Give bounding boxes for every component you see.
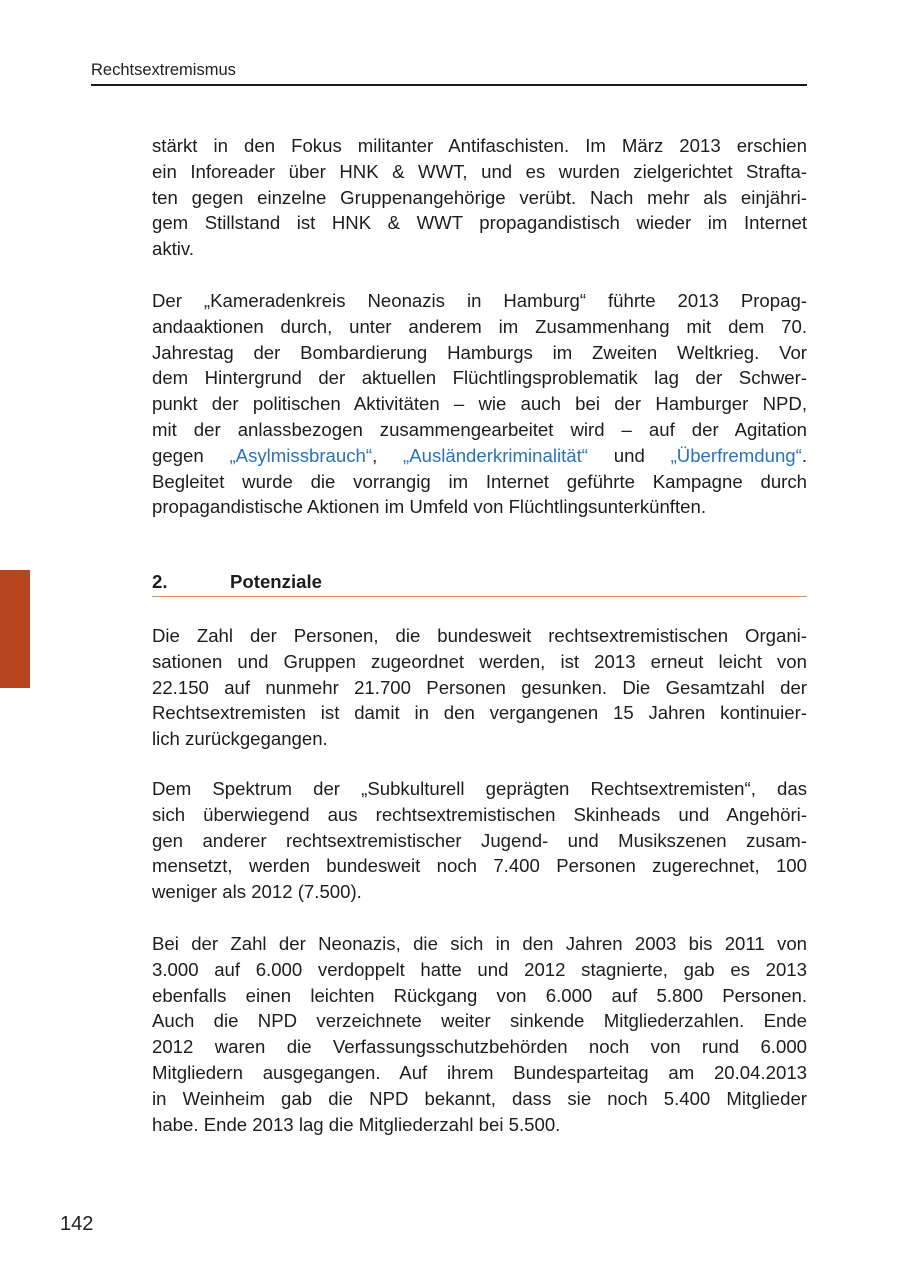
term-link-auslaenderkriminalitaet[interactable]: „Ausländerkriminalität“: [403, 444, 588, 466]
text-line: Dem Spektrum der „Subkulturell geprägten Rechtsextremisten“, das: [152, 778, 807, 799]
text-line: ten gegen einzelne Gruppenangehörige verübt. Nach mehr als einjähri-: [152, 186, 807, 208]
section-heading: [152, 570, 807, 597]
running-title: Rechtsextremismus: [91, 61, 236, 79]
text-line: 3.000 auf 6.000 verdoppelt hatte und 2012 stagnierte, gab es 2013: [152, 958, 807, 980]
text-line: Mitgliedern ausgegangen. Auf ihrem Bundesparteitag am 20.04.2013: [152, 1061, 807, 1083]
text-line-with-links: [152, 443, 807, 469]
paragraph-5: [152, 931, 807, 1137]
text-line: mensetzt, werden bundesweit noch 7.400 Personen zugerechnet, 100: [152, 855, 807, 877]
text-line: Rechtsextremisten ist damit in den vergangenen 15 Jahren kontinuier-: [152, 702, 807, 724]
text-line: lich zurückgegangen.: [152, 728, 328, 750]
term-link-ueberfremdung[interactable]: „Überfremdung“: [670, 444, 802, 466]
text-line: stärkt in den Fokus militanter Antifaschisten. Im März 2013 erschien: [152, 135, 807, 156]
text-line: dem Hintergrund der aktuellen Flüchtlingsproblematik lag der Schwer-: [152, 367, 807, 389]
text-line: sich überwiegend aus rechtsextremistischen Skinheads und Angehöri-: [152, 803, 807, 825]
text-line: weniger als 2012 (7.500).: [152, 881, 362, 903]
text-line: Bei der Zahl der Neonazis, die sich in den Jahren 2003 bis 2011 von: [152, 933, 807, 954]
text-line: ein Inforeader über HNK & WWT, und es wurden zielgerichtet Strafta-: [152, 160, 807, 182]
text-line: in Weinheim gab die NPD bekannt, dass sie noch 5.400 Mitglieder: [152, 1087, 807, 1109]
text-fragment: ,: [372, 444, 404, 466]
section-number: 2.: [152, 571, 168, 592]
paragraph-3: [152, 623, 807, 752]
paragraph-4: [152, 776, 807, 905]
text-line: propagandistische Aktionen im Umfeld von Flüchtlingsunterkünften.: [152, 496, 706, 518]
text-line: Der „Kameradenkreis Neonazis in Hamburg“ führte 2013 Propag-: [152, 290, 807, 311]
text-line: andaaktionen durch, unter anderem im Zusammenhang mit dem 70.: [152, 315, 807, 337]
text-line: punkt der politischen Aktivitäten – wie auch bei der Hamburger NPD,: [152, 393, 807, 415]
text-line: aktiv.: [152, 238, 195, 260]
text-line: ebenfalls einen leichten Rückgang von 6.000 auf 5.800 Personen.: [152, 984, 807, 1006]
header-rule: [91, 84, 807, 86]
paragraph-2: [152, 288, 807, 520]
text-fragment: und: [587, 444, 671, 466]
page-number: 142: [60, 1213, 94, 1235]
text-line: 22.150 auf nunmehr 21.700 Personen gesunken. Die Gesamtzahl der: [152, 676, 807, 698]
text-line: mit der anlassbezogen zusammengearbeitet wird – auf der Agitation: [152, 418, 807, 440]
text-line: gen anderer rechtsextremistischer Jugend- und Musikszenen zusam-: [152, 829, 807, 851]
paragraph-1: [152, 133, 807, 262]
chapter-tab-marker: [0, 570, 30, 688]
text-line: Jahrestag der Bombardierung Hamburgs im Zweiten Weltkrieg. Vor: [152, 341, 807, 363]
text-line: Die Zahl der Personen, die bundesweit rechtsextremistischen Organi-: [152, 625, 807, 646]
text-line: gem Stillstand ist HNK & WWT propagandistisch wieder im Internet: [152, 212, 807, 234]
text-line: Begleitet wurde die vorrangig im Internet geführte Kampagne durch: [152, 470, 807, 492]
text-fragment: gegen: [152, 444, 230, 466]
term-link-asylmissbrauch[interactable]: „Asylmissbrauch“: [229, 444, 373, 466]
text-line: habe. Ende 2013 lag die Mitgliederzahl bei 5.500.: [152, 1113, 561, 1135]
section-title: Potenziale: [230, 571, 322, 592]
text-line: 2012 waren die Verfassungsschutzbehörden noch von rund 6.000: [152, 1036, 807, 1058]
text-line: Auch die NPD verzeichnete weiter sinkende Mitgliederzahlen. Ende: [152, 1010, 807, 1032]
text-line: sationen und Gruppen zugeordnet werden, ist 2013 erneut leicht von: [152, 650, 807, 672]
text-fragment: .: [801, 444, 807, 466]
